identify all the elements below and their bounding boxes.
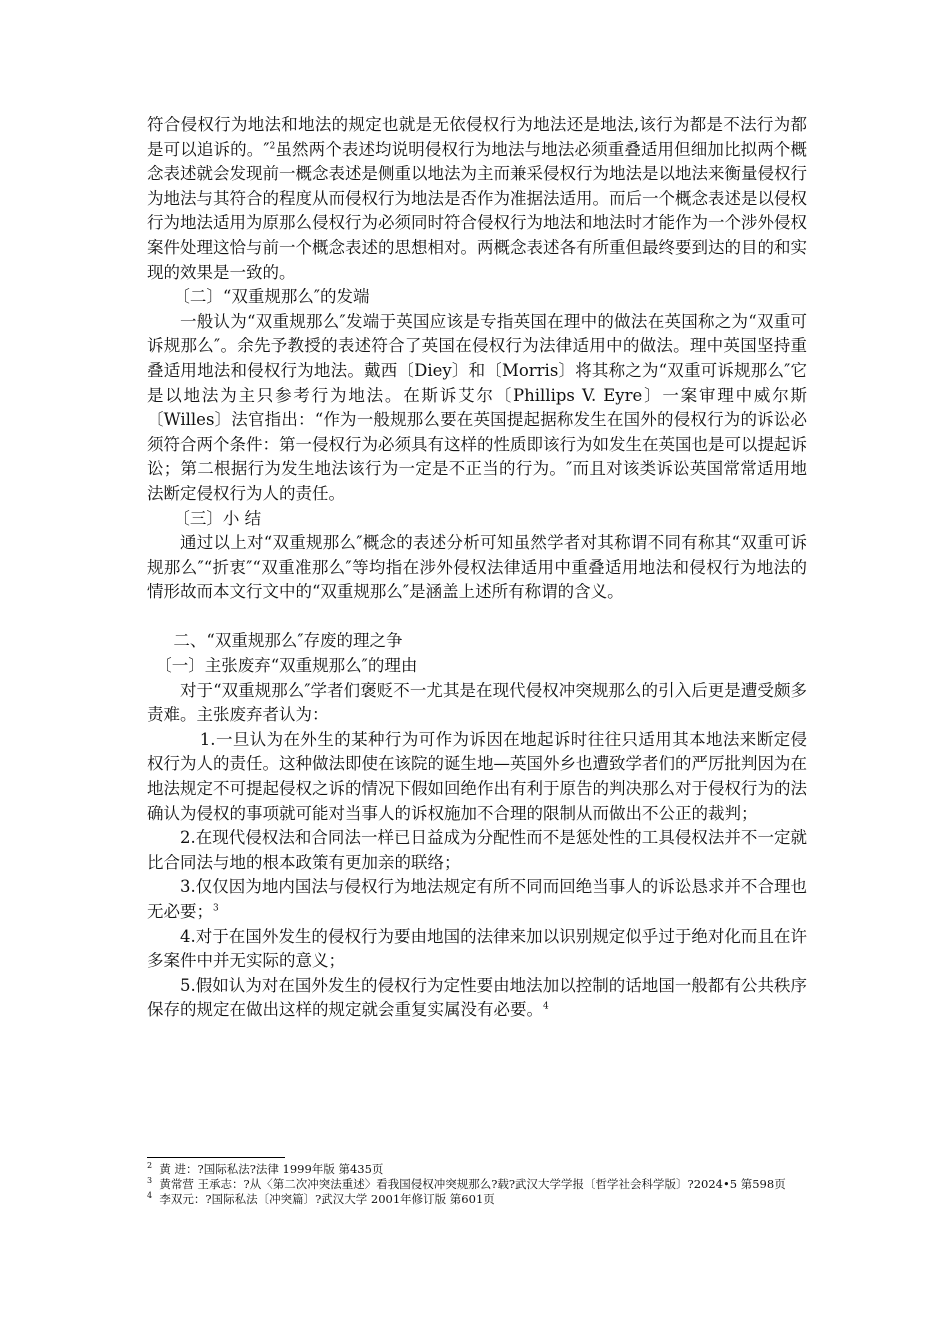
footnote-2: $^2$ 黄 进：?国际私法?法律 1999年版 第435页: [147, 1161, 384, 1176]
list-item-4: 4.对于在国外发生的侵权行为要由地国的法律来加以识别规定似乎过于绝对化而且在许多案件中并无实际的意义；: [147, 926, 807, 971]
footnote-ref-3[interactable]: 3: [213, 903, 219, 914]
footnote-4: $^4$ 李双元：?国际私法〔冲突篇〕?武汉大学 2001年修订版 第601页: [147, 1191, 495, 1206]
paragraph-continuation: 符合侵权行为地法和地法的规定也就是无依侵权行为地法还是地法,该行为都是不法行为都是可以追诉的。″$^2$虽然两个表述均说明侵权行为地法与地法必须重叠适用但细加比拟两个概念表述就会发现前一概念表述是侧重以地法为主而兼采侵权行为地法是以地法来衡量侵权行为地法与其符合的程度从而侵权行为地法是否作为准据法适用。而后一个概念表述是以侵权行为地法适用为原那么侵权行为必须同时符合侵权行为地法和地法时才能作为一个涉外侵权案件处理这恰与前一个概念表述的思想相对。两概念表述各有所重但最终要到达的目的和实现的效果是一致的。: [147, 115, 808, 282]
body-text: [147, 113, 807, 1023]
footnote-ref-2[interactable]: 2: [269, 141, 276, 152]
footnote-3: $^3$ 黄常营 王承志：?从〈第二次冲突法重述〉看我国侵权冲突规那么?载?武汉大学学报〔哲学社会科学版〕?2024•5 第598页: [147, 1176, 786, 1191]
chapter-heading: 二、“双重规那么″存废的理之争: [173, 631, 403, 651]
list-item-3: 3.仅仅因为地内国法与侵权行为地法规定有所不同而回绝当事人的诉讼恳求并不合理也无必要；$^3$: [147, 877, 807, 921]
section-heading-origin: 〔二〕“双重规那么″的发端: [173, 287, 370, 307]
list-item-1: 1.一旦认为在外生的某种行为可作为诉因在地起诉时往往只适用其本地法来断定侵权行为人的责任。这种做法即使在该院的诞生地—英国外乡也遭致学者们的严厉批判因为在地法规定不可提起侵权之诉的情况下假如回绝作出有利于原告的判决那么对于侵权行为的法确认为侵权的事项就可能对当事人的诉权施加不合理的限制从而做出不公正的裁判；: [147, 729, 807, 823]
footnotes: [147, 1162, 807, 1207]
blank-line: [147, 605, 807, 630]
paragraph-origin: 一般认为“双重规那么″发端于英国应该是专指英国在理中的做法在英国称之为“双重可诉规那么″。余先予教授的表述符合了英国在侵权行为法律适用中的做法。理中英国坚持重叠适用地法和侵权行为地法。戴西〔Diey〕和〔Morris〕将其称之为“双重可诉规那么″它是以地法为主只参考行为地法。在斯诉艾尔〔Phillips V. Eyre〕一案审理中威尔斯〔Willes〕法官指出：“作为一般规那么要在英国提起据称发生在国外的侵权行为的诉讼必须符合两个条件：第一侵权行为必须具有这样的性质即该行为如发生在英国也是可以提起诉讼；第二根据行为发生地法该行为一定是不正当的行为。″而且对该类诉讼英国常常适用地法断定侵权行为人的责任。: [147, 311, 807, 503]
paragraph-summary: 通过以上对“双重规那么″概念的表述分析可知虽然学者对其称谓不同有称其“双重可诉规那么″“折衷″“双重准那么″等均指在涉外侵权法律适用中重叠适用地法和侵权行为地法的情形故而本文行文中的“双重规那么″是涵盖上述所有称谓的含义。: [147, 533, 807, 602]
section-heading-abolish: 〔一〕主张废弃“双重规那么″的理由: [155, 656, 418, 676]
list-item-2: 2.在现代侵权法和合同法一样已日益成为分配性而不是惩处性的工具侵权法并不一定就比合同法与地的根本政策有更加亲的联络；: [147, 828, 807, 872]
paragraph-intro: 对于“双重规那么″学者们褒贬不一尤其是在现代侵权冲突规那么的引入后更是遭受颇多责难。主张废弃者认为：: [147, 680, 807, 725]
section-heading-summary: 〔三〕小 结: [173, 508, 262, 528]
footnote-divider: [147, 1157, 285, 1158]
footnote-ref-4[interactable]: 4: [543, 1001, 549, 1012]
list-item-5: 5.假如认为对在国外发生的侵权行为定性要由地法加以控制的话地国一般都有公共秩序保存的规定在做出这样的规定就会重复实属没有必要。$^4$: [147, 975, 807, 1020]
